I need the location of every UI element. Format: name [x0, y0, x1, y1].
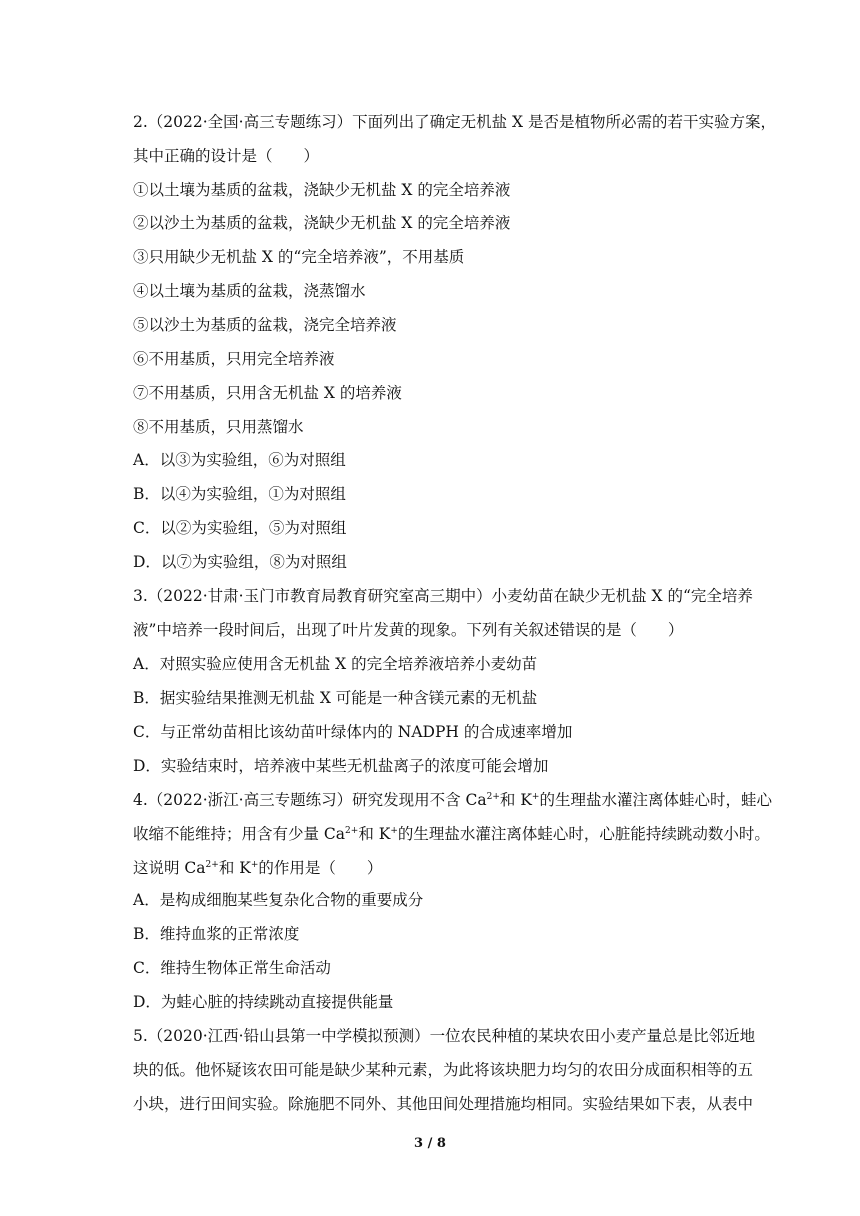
- q3-stem-line2: 液”中培养一段时间后，出现了叶片发黄的现象。下列有关叙述错误的是（ ）: [133, 621, 684, 639]
- q4-option-c: C．维持生物体正常生命活动: [133, 959, 331, 977]
- q4-stem-line2: 收缩不能维持；用含有少量 $Ca^{2+}$和 K+的生理盐水灌注离体蛙心时，心脏能持续跳动数小时。: [133, 825, 770, 843]
- q4-stem-line1: 4.（2022·浙江·高三专题练习）研究发现用不含 $Ca^{2+}$和 K+的生理盐水灌注离体蛙心时，蛙心: [133, 791, 772, 809]
- q3-option-a: A．对照实验应使用含无机盐 X 的完全培养液培养小麦幼苗: [133, 655, 538, 673]
- q2-option-d: D．以⑦为实验组，⑧为对照组: [133, 553, 347, 571]
- q4-option-a: A．是构成细胞某些复杂化合物的重要成分: [133, 891, 424, 909]
- q3-stem-line1: 3.（2022·甘肃·玉门市教育局教育研究室高三期中）小麦幼苗在缺少无机盐 X 的“完全培养: [133, 587, 753, 605]
- page-number: 3 / 8: [414, 1136, 446, 1151]
- q2-option-b: B．以④为实验组，①为对照组: [133, 485, 346, 503]
- q2-option-a: A．以③为实验组，⑥为对照组: [133, 451, 346, 469]
- q2-item-8: ⑧不用基质，只用蒸馏水: [133, 418, 304, 436]
- q2-item-4: ④以土壤为基质的盆栽，浇蒸馏水: [133, 282, 366, 300]
- q2-option-c: C．以②为实验组，⑤为对照组: [133, 519, 347, 537]
- q2-item-6: ⑥不用基质，只用完全培养液: [133, 350, 335, 368]
- q5-stem-line2: 块的低。他怀疑该农田可能是缺少某种元素，为此将该块肥力均匀的农田分成面积相等的五: [133, 1061, 754, 1079]
- q3-option-d: D．实验结束时，培养液中某些无机盐离子的浓度可能会增加: [133, 757, 549, 775]
- q2-item-3: ③只用缺少无机盐 X 的“完全培养液”，不用基质: [133, 248, 465, 266]
- q3-option-b: B．据实验结果推测无机盐 X 可能是一种含镁元素的无机盐: [133, 689, 538, 707]
- q5-stem-line1: 5.（2020·江西·铅山县第一中学模拟预测）一位农民种植的某块农田小麦产量总是比邻近地: [133, 1027, 756, 1045]
- q2-item-5: ⑤以沙土为基质的盆栽，浇完全培养液: [133, 316, 397, 334]
- q2-stem-line1: 2.（2022·全国·高三专题练习）下面列出了确定无机盐 X 是否是植物所必需的若干实验方案，: [133, 113, 776, 131]
- q4-option-b: B．维持血浆的正常浓度: [133, 925, 300, 943]
- q4-option-d: D．为蛙心脏的持续跳动直接提供能量: [133, 993, 394, 1011]
- q5-stem-line3: 小块，进行田间实验。除施肥不同外、其他田间处理措施均相同。实验结果如下表，从表中: [133, 1095, 754, 1113]
- q3-option-c: C．与正常幼苗相比该幼苗叶绿体内的 NADPH 的合成速率增加: [133, 723, 573, 741]
- q4-stem-line3: 这说明 $Ca^{2+}$和 K+的作用是（ ）: [133, 859, 383, 877]
- q2-item-1: ①以土壤为基质的盆栽，浇缺少无机盐 X 的完全培养液: [133, 181, 511, 199]
- q2-item-2: ②以沙土为基质的盆栽，浇缺少无机盐 X 的完全培养液: [133, 214, 511, 232]
- q2-stem-line2: 其中正确的设计是（ ）: [133, 147, 320, 165]
- q2-item-7: ⑦不用基质，只用含无机盐 X 的培养液: [133, 384, 402, 402]
